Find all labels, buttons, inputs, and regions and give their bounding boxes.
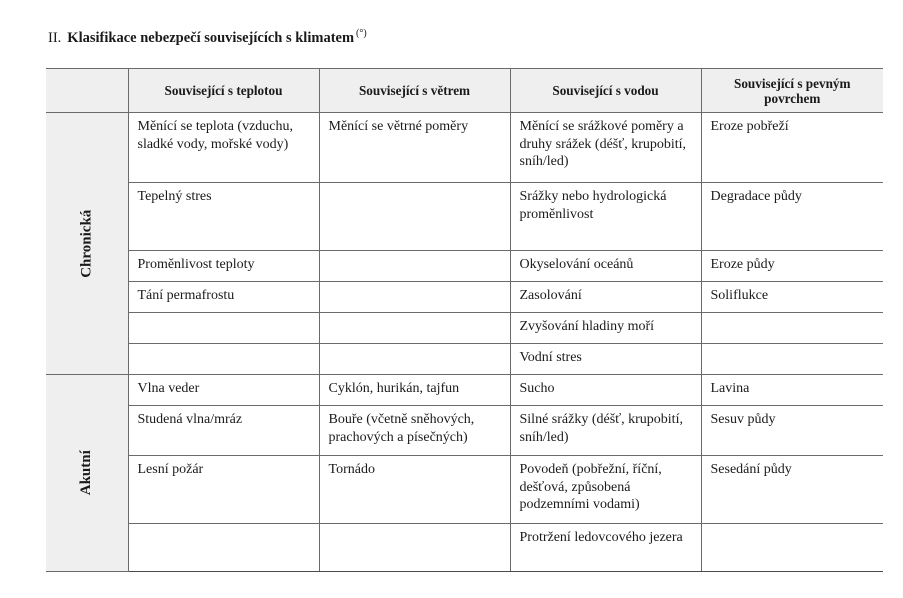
table-cell: Tání permafrostu (128, 282, 319, 313)
table-cell (319, 524, 510, 572)
table-cell: Eroze pobřeží (701, 113, 883, 183)
table-row (46, 524, 883, 572)
table-cell: Sesuv půdy (701, 406, 883, 456)
table-cell: Sesedání půdy (701, 456, 883, 524)
column-header-solid-mass: Související s pevným povrchem (701, 69, 883, 113)
table-cell (319, 313, 510, 344)
table-cell: Cyklón, hurikán, tajfun (319, 375, 510, 406)
table-cell: Tepelný stres (128, 183, 319, 251)
table-row (46, 282, 883, 313)
table-cell: Bouře (včetně sněhových, prachových a písečných) (319, 406, 510, 456)
table-cell: Lavina (701, 375, 883, 406)
table-cell (319, 251, 510, 282)
climate-hazards-table (46, 68, 883, 572)
section-number: II. (48, 29, 62, 46)
table-cell (701, 313, 883, 344)
table-cell (701, 344, 883, 375)
table-cell: Povodeň (pobřežní, říční, dešťová, způsobená podzemními vodami) (510, 456, 701, 524)
table-cell: Vlna veder (128, 375, 319, 406)
table-cell: Protržení ledovcového jezera (510, 524, 701, 572)
table-cell: Okyselování oceánů (510, 251, 701, 282)
table-cell (319, 183, 510, 251)
table-cell (701, 524, 883, 572)
table-cell: Silné srážky (déšť, krupobití, sníh/led) (510, 406, 701, 456)
table-row (46, 113, 883, 183)
table-cell: Proměnlivost teploty (128, 251, 319, 282)
table-row (46, 313, 883, 344)
table-cell: Degradace půdy (701, 183, 883, 251)
column-header-wind: Související s větrem (319, 69, 510, 113)
table-cell: Srážky nebo hydrologická proměnlivost (510, 183, 701, 251)
table-row (46, 375, 883, 406)
table-cell: Studená vlna/mráz (128, 406, 319, 456)
table-cell: Sucho (510, 375, 701, 406)
table-cell (319, 344, 510, 375)
section-heading (48, 28, 367, 47)
table-cell (128, 344, 319, 375)
corner-cell (46, 69, 128, 113)
group-label-acute: Akutní (46, 375, 128, 572)
table-cell: Vodní stres (510, 344, 701, 375)
table-row (46, 344, 883, 375)
column-header-temperature: Související s teplotou (128, 69, 319, 113)
table-row (46, 456, 883, 524)
table-cell (128, 313, 319, 344)
table-cell (319, 282, 510, 313)
table-cell: Soliflukce (701, 282, 883, 313)
table-cell: Eroze půdy (701, 251, 883, 282)
table-cell: Zasolování (510, 282, 701, 313)
table-cell: Zvyšování hladiny moří (510, 313, 701, 344)
group-label-chronic: Chronická (46, 113, 128, 375)
column-header-water: Související s vodou (510, 69, 701, 113)
table-cell (128, 524, 319, 572)
header-row (46, 69, 883, 113)
table-cell: Měnící se teplota (vzduchu, sladké vody, mořské vody) (128, 113, 319, 183)
table-cell: Měnící se srážkové poměry a druhy srážek (déšť, krupobití, sníh/led) (510, 113, 701, 183)
table-row (46, 183, 883, 251)
footnote-marker: (°) (356, 28, 367, 39)
table-cell: Lesní požár (128, 456, 319, 524)
section-title: Klasifikace nebezpečí souvisejících s klimatem (67, 29, 355, 46)
table-row (46, 251, 883, 282)
table-cell: Tornádo (319, 456, 510, 524)
table-cell: Měnící se větrné poměry (319, 113, 510, 183)
table-row (46, 406, 883, 456)
